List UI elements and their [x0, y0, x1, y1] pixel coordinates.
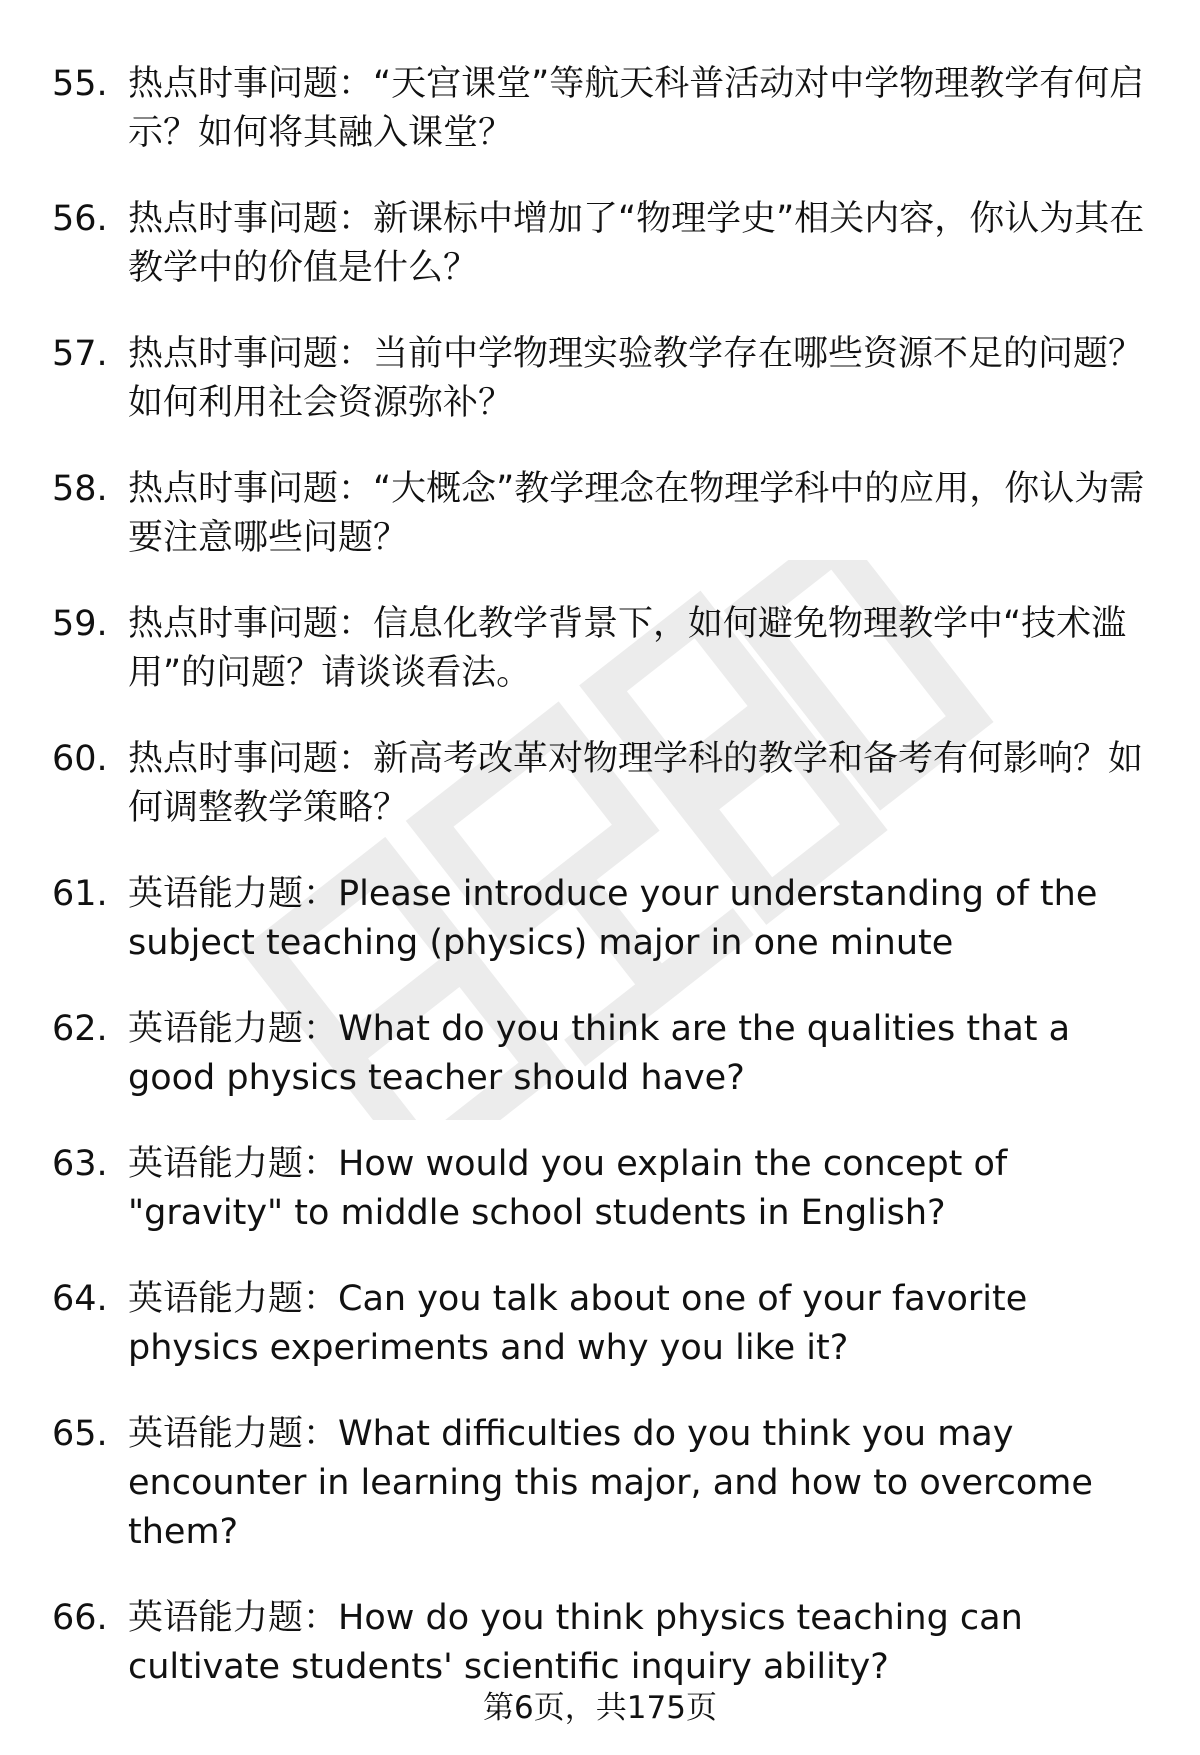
question-number: 64. — [52, 1279, 108, 1319]
question-number: 65. — [52, 1414, 108, 1454]
page-number-footer: 第6页，共175页 — [483, 1690, 717, 1726]
question-number: 61. — [52, 874, 108, 914]
list-item — [52, 1140, 1162, 1238]
question-number: 62. — [52, 1009, 108, 1049]
question-text: 英语能力题：How would you explain the concept of "gravity" to middle school students in English? — [128, 1144, 1008, 1233]
question-text: 英语能力题：What do you think are the qualities that a good physics teacher should have? — [128, 1009, 1071, 1098]
list-item — [52, 1275, 1162, 1373]
question-text: 热点时事问题：新课标中增加了“物理学史”相关内容，你认为其在教学中的价值是什么？ — [128, 199, 1145, 288]
list-item — [52, 600, 1162, 698]
question-text: 热点时事问题：当前中学物理实验教学存在哪些资源不足的问题？如何利用社会资源弥补？ — [128, 334, 1144, 423]
list-item — [52, 330, 1162, 428]
question-number: 57. — [52, 334, 108, 374]
list-item — [52, 735, 1162, 833]
question-number: 56. — [52, 199, 108, 239]
list-item — [52, 870, 1162, 968]
list-item — [52, 465, 1162, 563]
list-item — [52, 195, 1162, 293]
question-number: 66. — [52, 1598, 108, 1638]
question-list — [52, 60, 1162, 1729]
question-text: 英语能力题：What difficulties do you think you may encounter in learning this major, and how to overcome them? — [128, 1414, 1093, 1552]
list-item — [52, 60, 1162, 158]
question-text: 热点时事问题：“天宫课堂”等航天科普活动对中学物理教学有何启示？如何将其融入课堂？ — [128, 64, 1145, 153]
question-text: 热点时事问题：“大概念”教学理念在物理学科中的应用，你认为需要注意哪些问题？ — [128, 469, 1145, 558]
question-text: 热点时事问题：信息化教学背景下，如何避免物理教学中“技术滥用”的问题？请谈谈看法。 — [128, 604, 1127, 693]
list-item — [52, 1005, 1162, 1103]
list-item — [52, 1594, 1162, 1692]
question-text: 热点时事问题：新高考改革对物理学科的教学和备考有何影响？如何调整教学策略？ — [128, 739, 1144, 828]
question-number: 55. — [52, 64, 108, 104]
question-number: 63. — [52, 1144, 108, 1184]
list-item — [52, 1410, 1162, 1557]
question-text: 英语能力题：How do you think physics teaching can cultivate students' scientific inquiry ability? — [128, 1598, 1023, 1687]
question-number: 59. — [52, 604, 108, 644]
question-number: 60. — [52, 739, 108, 779]
question-number: 58. — [52, 469, 108, 509]
question-text: 英语能力题：Can you talk about one of your favorite physics experiments and why you like it? — [128, 1279, 1028, 1368]
question-text: 英语能力题：Please introduce your understanding of the subject teaching (physics) major in one minute — [128, 874, 1098, 963]
